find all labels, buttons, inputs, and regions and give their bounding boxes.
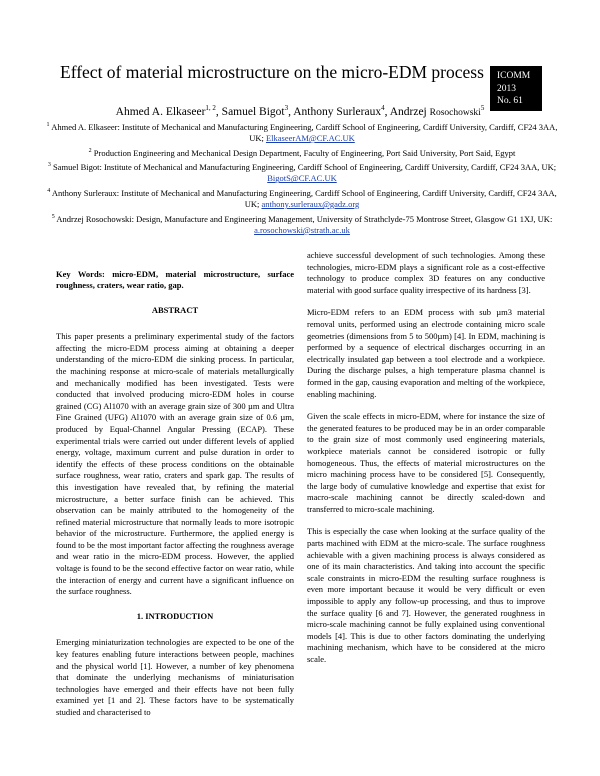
- affiliation: $^4$ Anthony Surleraux: Institute of Mechanical and Manufacturing Engineering, Cardiff School of Engineering, Cardiff University, Cardiff, CF24 3AA, UK; anthony.surleraux@gadz.org: [47, 187, 557, 210]
- keywords: Key Words: micro-EDM, material microstructure, surface roughness, craters, wear ratio, gap.: [56, 269, 294, 291]
- body-paragraph: Given the scale effects in micro-EDM, where for instance the size of the generated features to be produced may be in an order comparable to the grain size of most commonly used engineering materials, workpiece materials cannot be considered isotropic or fully homogeneous. Thus, the effects of material microstructures on the micro machining process have to be considered [5]. Consequently, the large body of cumulative knowledge and expertise that exist for macro-scale machining cannot be directly scaled-down and transferred to micro-scale machining.: [307, 411, 545, 514]
- email-link[interactable]: ElkaseerAM@CF.AC.UK: [265, 133, 355, 144]
- author-sup: 5: [480, 104, 485, 112]
- affiliation: $^5$ Andrzej Rosochowski: Design, Manufacture and Engineering Management, University of Strathclyde-75 Montrose Street, Glasgow G1 1XJ, UK: a.rosochowski@strath.ac.uk: [51, 213, 553, 235]
- body-paragraph: This is especially the case when looking at the surface quality of the parts machined with EDM at the micro-scale. The surface roughness achievable with a given machining process is always considered as one of its main characteristics. And taking into account the specific scale constraints in micro-EDM the resulting surface roughness is even more important because it would be very difficult or even impossible to apply any follow-up processing, and thus to improve the surface quality [6 and 7]. However, the generated roughness in micro-scale machining cannot be fully explained using conventional models [4]. This is due to other factors dominating the underlying machining mechanism, which have to be considered at the micro scale.: [307, 526, 545, 664]
- author-name: Anthony Surleraux: [293, 105, 382, 118]
- abstract-text: This paper presents a preliminary experimental study of the factors affecting the micro-EDM process aiming at obtaining a deeper understanding of the micro-EDM die sinking process. In particular, the machining response at micro-scale of materials metallurgically and mechanically modified has been investigated. Tests were conducted that involved producing micro-EDM holes in course grained (CG) Al1070 with an average grain size of 300 µm and Ultra Fine Grained (UFG) Al1070 with an average grain size of 0.6 µm, produced by Equal-Channel Angular Pressing (ECAP). These experimental trials were carried out under different levels of applied energy, voltage, maximum current and pulse duration in order to identify the effects of these process conditions on the obtainable surface roughness, wear ratio, craters and spark gap. The results of this investigation have revealed that, by refining the material microstructure, a better surface finish can be achieved. This observation can be mainly attributed to the homogeneity of the refined material microstructure that normally leads to more isotropic behavior of the microstructure. Furthermore, the applied energy is found to be the most important factor affecting the roughness average and wear ratio in the micro-EDM process. However, the applied voltage is found to be the second effective factor on wear ratio, while the interaction of energy and current have a significant influence on the surface roughness.: [56, 331, 294, 597]
- affiliation-list: [40, 120, 564, 237]
- affiliation: $^2$ Production Engineering and Mechanical Design Department, Faculty of Engineering, Port Said University, Port Said, Egypt: [88, 147, 516, 158]
- left-column: [56, 269, 294, 730]
- affiliation: $^1$ Ahmed A. Elkaseer: Institute of Mechanical and Manufacturing Engineering, Cardiff School of Engineering, Cardiff University, Cardiff, CF24 3AA, UK; ElkaseerAM@CF.AC.UK: [46, 121, 558, 144]
- author-name: Ahmed A. Elkaseer: [115, 105, 206, 118]
- body-paragraph: achieve successful development of such technologies. Among these technologies, micro-EDM plays a significant role as a cost-effective technology to produce complex 3D features on any conductive material with good surface quality irrespective of its hardness [3].: [307, 250, 545, 295]
- author-name: Samuel Bigot: [221, 105, 285, 118]
- author-name: Andrzej: [389, 105, 427, 118]
- email-link[interactable]: BigotS@CF.AC.UK: [267, 173, 337, 184]
- conference-year: 2013: [497, 83, 516, 94]
- email-link[interactable]: a.rosochowski@strath.ac.uk: [254, 224, 350, 235]
- paper-title: Effect of material microstructure on the micro-EDM process: [60, 62, 484, 82]
- intro-paragraph: Emerging miniaturization technologies are expected to be one of the key features enabling future interactions between people, machines and the physical world [1]. However, a number of key phenomena that dominate the underlying mechanisms of miniaturisation technologies have emerged and their effects have not been fully examined yet [1 and 2]. These factors have to be systematically studied and characterised to: [56, 637, 294, 717]
- conference-name: ICOMM: [497, 71, 531, 81]
- author-sup: 4: [381, 104, 385, 112]
- introduction-heading: 1. INTRODUCTION: [136, 610, 214, 621]
- author-sup: 1, 2: [205, 104, 216, 112]
- author-sup: 3: [284, 104, 289, 112]
- author-name: Rosochowski: [429, 107, 481, 118]
- author-list: Ahmed A. Elkaseer$^{1, 2}$, Samuel Bigot$^3$, Anthony Surleraux$^4$, Andrzej Rosochowski$^5$: [115, 104, 485, 118]
- abstract-heading: ABSTRACT: [151, 304, 199, 315]
- affiliation: $^3$ Samuel Bigot: Institute of Mechanical and Manufacturing Engineering, Cardiff School of Engineering, Cardiff University, Cardiff, CF24 3AA, UK; BigotS@CF.AC.UK: [47, 162, 557, 184]
- paper-number: No. 61: [497, 96, 523, 106]
- body-paragraph: Micro-EDM refers to an EDM process with sub µm3 material removal units, performed using an electrode containing micro scale geometries (dimensions from 5 to 500µm) [4]. In EDM, machining is performed by a sequence of electrical discharges occurring in an electrically insulated gap between a tool electrode and a workpiece. During the discharge pulses, a high temperature plasma channel is formed in the gap, causing evaporation and melting of the workpiece, enabling machining.: [307, 307, 545, 399]
- email-link[interactable]: anthony.surleraux@gadz.org: [261, 199, 360, 210]
- right-column: [307, 250, 545, 677]
